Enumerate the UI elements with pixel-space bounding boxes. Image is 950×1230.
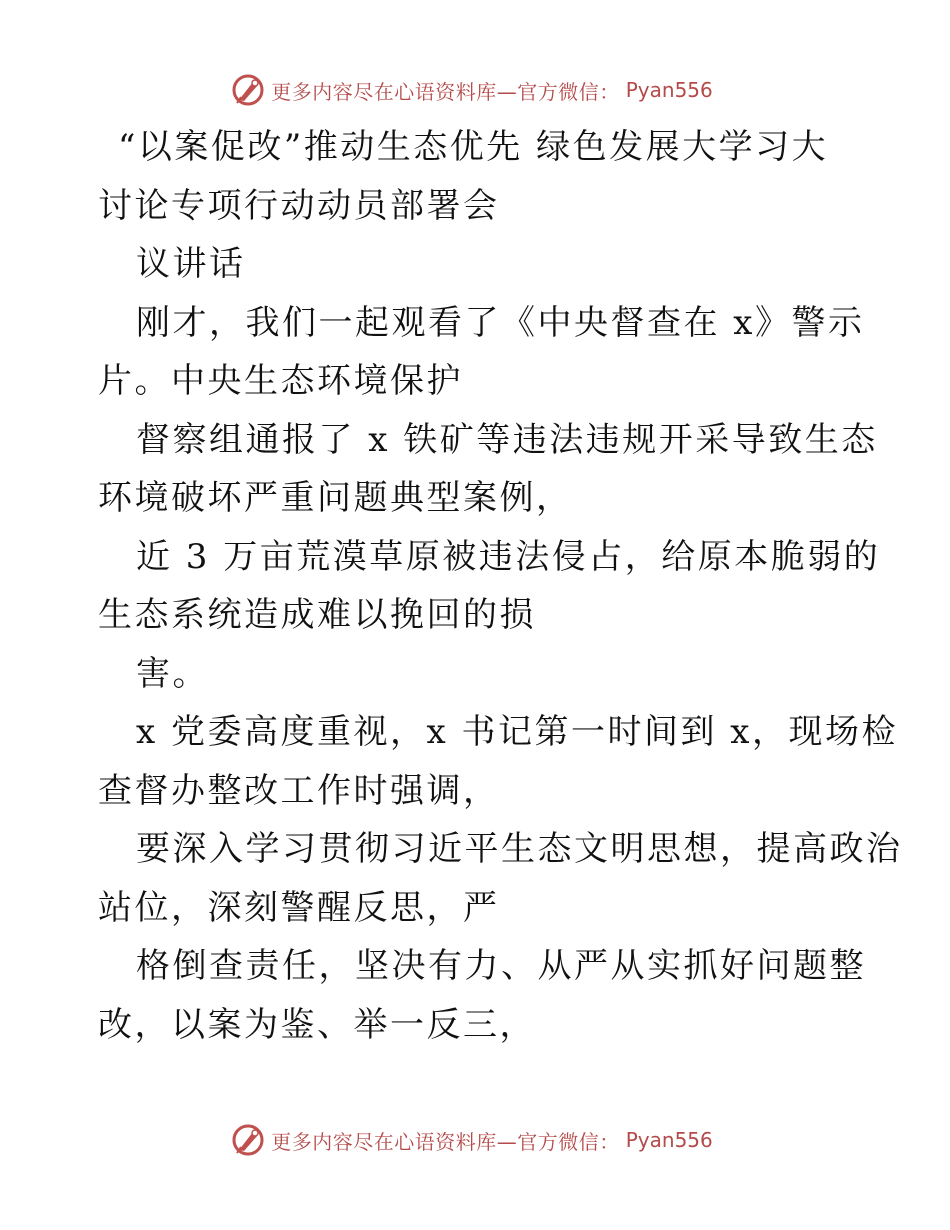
- text-line: 议讲话: [136, 244, 246, 284]
- text-line: 查督办整改工作时强调，: [98, 770, 500, 811]
- text-line: 讨论专项行动动员部署会: [98, 185, 500, 226]
- text-line: 刚才，我们一起观看了《中央督查在 x》警示: [136, 302, 865, 343]
- quill-pen-logo-icon: [231, 73, 265, 107]
- header-banner-content: [231, 73, 713, 107]
- text-line: 环境破坏严重问题典型案例，: [98, 478, 573, 518]
- quill-pen-logo-icon: [231, 1123, 265, 1157]
- text-line: 督察组通报了 x 铁矿等违法违规开采导致生态: [136, 419, 878, 460]
- footer-banner-site-text: 更多内容尽在心语资料库—官方微信：: [271, 1129, 620, 1154]
- text-line: 片。中央生态环境保护: [98, 361, 463, 401]
- footer-banner-content: [231, 1123, 713, 1157]
- text-line: 格倒查责任，坚决有力、从严从实抓好问题整: [136, 946, 866, 986]
- header-banner-site-text: 更多内容尽在心语资料库—官方微信：: [271, 79, 620, 104]
- text-line: 要深入学习贯彻习近平生态文明思想，提高政治: [136, 829, 903, 869]
- footer-banner: [0, 1120, 950, 1160]
- text-line: 害。: [136, 653, 209, 694]
- text-line: “以案促改”推动生态优先 绿色发展大学习大: [118, 127, 829, 167]
- header-banner: [0, 70, 950, 110]
- text-line: 站位，深刻警醒反思，严: [98, 887, 500, 928]
- text-line: 生态系统造成难以挽回的损: [98, 595, 536, 635]
- document-body: [98, 118, 903, 1054]
- text-line: x 党委高度重视，x 书记第一时间到 x，现场检: [136, 712, 898, 752]
- text-line: 近 3 万亩荒漠草原被违法侵占，给原本脆弱的: [136, 536, 881, 577]
- text-line: 改，以案为鉴、举一反三，: [98, 1004, 536, 1045]
- header-banner-wechat-id: Pyan556: [625, 78, 713, 102]
- footer-banner-wechat-id: Pyan556: [625, 1128, 713, 1152]
